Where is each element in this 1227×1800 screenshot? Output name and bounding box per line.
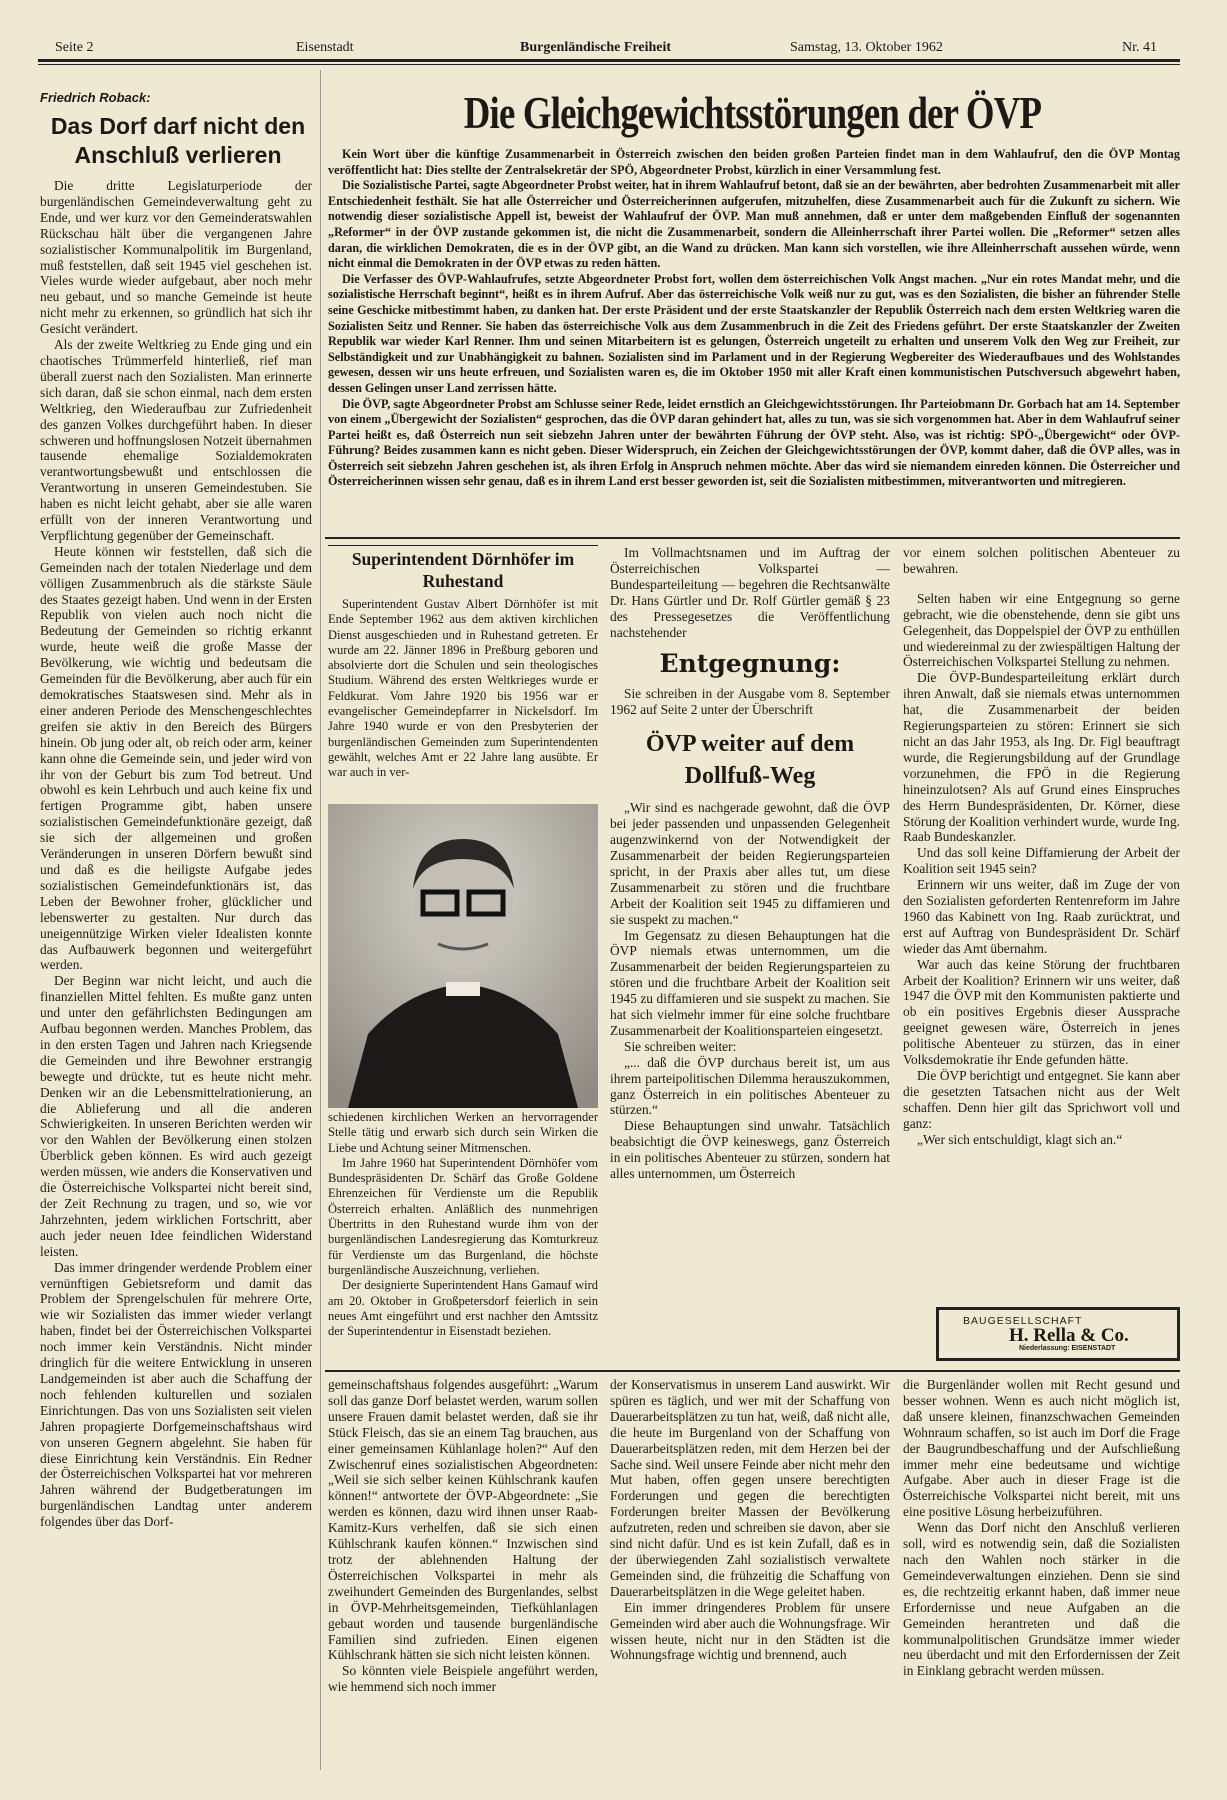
- column-divider: [320, 70, 321, 1770]
- portrait-image: [328, 804, 598, 1108]
- paragraph: Kein Wort über die künftige Zusammenarbeit in Österreich zwischen den beiden großen Parteien findet man in dem Wahlaufruf, den die ÖVP Montag veröffentlicht hat: Dies stellte der Zentralsekretär der SPÖ, Abgeordneter Probst, kürzlich in einer Versammlung fest.: [328, 147, 1180, 177]
- entgegnung-paragraphs: [610, 800, 890, 1182]
- article-continuation-3: [903, 1377, 1180, 1769]
- portrait-photo: [328, 804, 598, 1108]
- article-continuation-2: [610, 1377, 890, 1769]
- paragraph: Der Beginn war nicht leicht, und auch die finanziellen Mittel fehlten. Es mußte ganz unten und unter den gefährlichsten Bedingungen am Aufbau begonnen werden. Manches Problem, das in den ersten Tagen und Jahren nach Kriegsende die Gemeinden und ihre Bewohner erstrangig bewegte und drückte, tut es heute nicht mehr. Denken wir an die Lebensmittelrationierung, an die Ablieferung und all die anderen Schwierigkeiten. In unseren Berichten werden wir vor den Wahlen der Bevölkerung einen stolzen Überblick geben können. Es wird auch gezeigt werden müssen, wie anders die Konservativen und die Österreichische Volkspartei nicht bereit sind, der Zeit Rechnung zu tragen, und so, wie vor Jahrzehnten, jedem wirklichen Fortschritt, aber auch jeder neuen Idee feindlichen Widerstand leisten.: [40, 973, 312, 1259]
- paragraph: Ein immer dringenderes Problem für unsere Gemeinden wird aber auch die Wohnungsfrage. Wir wissen heute, nicht nur in den Städten ist die Wohnungsfrage wichtig und brennend, auch: [610, 1599, 890, 1663]
- advertisement-rella: [936, 1307, 1180, 1361]
- issue-number: Nr. 41: [1122, 40, 1157, 55]
- newspaper-name: Burgenländische Freiheit: [520, 40, 672, 55]
- paragraph: die Burgenländer wollen mit Recht gesund und besser wohnen. Wenn es auch nicht möglich ist, daß unsere kleinen, finanzschwachen Gemeinden Wohnraum schaffen, so ist auch im Dorf die Frage der Baugrundbeschaffung und der Aufschließung immer mehr eine bedeutsame und wichtige Aufgabe. Aber auch in dieser Frage ist die Österreichische Volkspartei nicht bereit, mit uns eine positive Lösung herbeizuführen.: [903, 1377, 1180, 1520]
- article-title-dorf: Das Dorf darf nicht den Anschluß verlieren: [50, 113, 306, 168]
- article-body-oevp: [328, 147, 1180, 533]
- paragraph: „Wir sind es nachgerade gewohnt, daß die ÖVP bei jeder passenden und unpassenden Gelegenheit augenzwinkernd von der Notwendigkeit der Zusammenarbeit der beiden Regierungsparteien spricht, in der Praxis aber alles tut, um diese Zusammenarbeit zu stören und die fruchtbare Arbeit der Koalition seit 1945 zu diffamieren und sie suspekt zu machen.“: [610, 800, 890, 927]
- article-title-superintendent: Superintendent Dörnhöfer im Ruhestand: [351, 549, 575, 591]
- paragraph: Wenn das Dorf nicht den Anschluß verlieren soll, wird es notwendig sein, daß die Sozialisten nach den Wahlen noch stärker in die Gemeindeverwaltungen einziehen. Denn sie sind es, die rechtzeitig erkannt haben, daß immer neue Erfordernisse und neue Aufgaben an die Gemeinden herantreten und daß die kommunalpolitischen Grundsätze immer wieder neu überdacht und mit den Erfordernissen der Zeit in Einklang gebracht werden müssen.: [903, 1520, 1180, 1679]
- paragraph: Die dritte Legislaturperiode der burgenländischen Gemeindeverwaltung geht zu Ende, und wer kurz vor den Gemeinderatswahlen Rückschau hält über die vergangenen Jahre sozialistischer Kommunalpolitik im Burgenland, muß feststellen, daß seit 1945 viel geschehen ist. Vieles wurde wieder aufgebaut, aber noch mehr neu gebaut, und so manche Gemeinde ist heute nicht mehr zu erkennen, so gründlich hat sich ihr Gesicht verändert.: [40, 178, 312, 337]
- article-body-superintendent-cont: [328, 1110, 598, 1366]
- issue-date: Samstag, 13. Oktober 1962: [790, 40, 943, 55]
- paragraph: Die ÖVP berichtigt und entgegnet. Sie kann aber die gesetzten Tatsachen nicht aus der Welt schaffen. Denn hier gilt das Sprichwort voll und ganz:: [903, 1068, 1180, 1131]
- title-rule: [328, 545, 598, 546]
- paragraph: „Wer sich entschuldigt, klagt sich an.“: [917, 1131, 1123, 1147]
- ad-line-3: Niederlassung: EISENSTADT: [1019, 1345, 1116, 1352]
- paragraph: Diese Behauptungen sind unwahr. Tatsächlich beabsichtigt die ÖVP keineswegs, ganz Österreich in ein politisches Abenteuer zu stürzen, sondern hat alles unternommen, um Österreich: [610, 1118, 890, 1182]
- article-body-dorf: [40, 178, 312, 1770]
- paragraph: Die ÖVP-Bundesparteileitung erklärt durch ihren Anwalt, daß sie niemals etwas unternommen hat, die Zusammenarbeit der beiden Regierungsparteien zu stören: Erinnert sie sich nicht an das Jahr 1953, als Ing. Dr. Figl beauftragt wurde, die Regierungsbildung auf der Grundlage vorzunehmen, die FPÖ in die Regierung hineinzulotsen? Als auf Grund eines Einspruches des Herrn Bundespräsidenten, Dr. Körner, diese Störung der Koalition verhindert wurde, wurde Ing. Raab Bundeskanzler.: [903, 670, 1180, 845]
- ad-line-1: BAUGESELLSCHAFT: [963, 1315, 1083, 1327]
- paragraph: So könnten viele Beispiele angeführt werden, wie hemmend sich noch immer: [328, 1663, 598, 1695]
- paragraph: Und das soll keine Diffamierung der Arbeit der Koalition seit 1945 sein?: [903, 845, 1180, 877]
- location: Eisenstadt: [296, 40, 354, 55]
- paragraph: Die Verfasser des ÖVP-Wahlaufrufes, setzte Abgeordneter Probst fort, wollen dem österreichischen Volk Angst machen. „Nur ein rotes Mandat mehr, und die sozialistische Herrschaft beginnt“, heißt es in ihrem Aufruf. Aber das österreichische Volk weiß nur zu gut, was es den Sozialisten, die bisher an führender Stelle seine Geschicke mitbestimmt haben, zu danken hat. Der erste Präsident und der erste Staatskanzler der Republik Österreich nach dem ersten Weltkrieg waren die Sozialisten Seitz und Renner. Sie haben das österreichische Volk aus dem Zusammenbruch in die Zeit des Friedens geführt. Der erste Staatskanzler der Zweiten Republik war wieder Karl Renner. Ihm und seinen Mitarbeitern ist es gelungen, Österreich ungeteilt zu erhalten und unserem Volk den Weg zur Freiheit, zur Selbständigkeit und zur Unabhängigkeit zu bahnen. Sozialisten sind im Parlament und in der Regierung Wegbereiter des Wiederaufbaues und des Wohlstandes gewesen, dessen wir uns heute erfreuen, und Sozialisten waren es, die im Oktober 1950 mit aller Kraft einen kommunistischen Putschversuch abgewehrt haben, dessen Gelingen unser Land zerrissen hätte.: [328, 271, 1180, 395]
- paragraph: Der designierte Superintendent Hans Gamauf wird am 20. Oktober in Großpetersdorf feierlich in sein neues Amt eingeführt und erst nachher den Amtssitz der Superintendentur in Eisenstadt beziehen.: [328, 1278, 598, 1339]
- paragraph: Das immer dringender werdende Problem einer vernünftigen Gebietsreform und damit das Problem der Sprengelschulen für mehrere Orte, wie wir Sozialisten das immer wieder verlangt haben, findet bei der Österreichischen Volkspartei noch immer kein Verständnis. Nicht minder dringlich für die weitere Entwicklung in unseren Landgemeinden ist aber auch die Schaffung der noch fehlenden kulturellen und sozialen Einrichtungen. Das von uns Sozialisten seit vielen Jahren propagierte Dorfgemeinschaftshaus wird von unseren Gegnern abgelehnt. Sie haben für diese Einrichtung kein Verständnis. Ein Redner der Österreichischen Volkspartei hat vor mehreren Jahren während der Budgetberatungen im burgenländischen Landtag unter anderem folgendes über das Dorf-: [40, 1259, 312, 1530]
- paragraph: der Konservatismus in unserem Land auswirkt. Wir spüren es täglich, und wer mit der Schaffung von Dauerarbeitsplätzen zu tun hat, weiß, daß nicht alle, die heute im Burgenland von der Schaffung von Dauerarbeitsplätzen reden, mit dem Herzen bei der Sache sind. Weil unsere Feinde aber nicht mehr den Mut haben, offen gegen unsere berechtigten Forderungen und gegen die berechtigten Forderungen breiter Massen der Bevölkerung aufzutreten, reden und schreiben sie davon, aber sie sind nicht dafür. Und es ist kein Zufall, daß es in der überwiegenden Zahl sozialistisch verwaltete Gemeinden sind, die frühzeitig die Schaffung von Dauerarbeitsplätzen in die Wege geleitet haben.: [610, 1377, 890, 1599]
- main-headline-wrap: [325, 86, 1180, 139]
- paragraph: Selten haben wir eine Entgegnung so gerne gebracht, wie die obenstehende, denn sie gibt uns Gelegenheit, das Doppelspiel der ÖVP zu enthüllen und wiedereinmal zu der zwiespältigen Haltung der Österreichischen Volkspartei Stellung zu nehmen.: [903, 590, 1180, 670]
- main-headline: Die Gleichgewichtsstörungen der ÖVP: [463, 87, 1042, 138]
- article-continuation-1: [328, 1377, 598, 1769]
- entgegnung-title: Entgegnung:: [659, 649, 841, 679]
- paragraph: Superintendent Gustav Albert Dörnhöfer ist mit Ende September 1962 aus dem aktiven kirchlichen Dienst ausgeschieden und in Ruhestand getreten. Er wurde am 22. Jänner 1896 in Preßburg geboren und absolvierte dort die Schulen und sein theologisches Studium. Während des ersten Weltkrieges wurde er Feldkurat. Vom Jahre 1920 bis 1956 war er evangelischer Gemeindepfarrer in Nickelsdorf. Im Jahre 1940 wurde er von den Presbyterien der burgenländischen Gemeinden zum Superintendenten gewählt, welches Amt er 22 Jahre lang ausübte. Er war auch in ver-: [328, 597, 598, 780]
- article-entgegnung: [610, 545, 890, 1365]
- paragraph: Im Jahre 1960 hat Superintendent Dörnhöfer vom Bundespräsidenten Dr. Schärf das Große Goldene Ehrenzeichen für Verdienste um die Republik Österreich erhalten. Anläßlich des nunmehrigen Übertritts in den Ruhestand wurde ihm von der burgenländischen Landesregierung das Komturkreuz für Verdienste um das Burgenland, die höchste burgenländische Auszeichnung, verliehen.: [328, 1155, 598, 1277]
- paragraph: War auch das keine Störung der fruchtbaren Arbeit der Koalition? Erinnern wir uns weiter, daß 1947 die ÖVP mit den Kommunisten paktierte und ob ein positives Ergebnis dieser Aussprache geeignet gewesen wäre, Österreich in jenes politische Abenteuer zu stürzen, das in einer Volksdemokratie ihr Ende gefunden hätte.: [903, 956, 1180, 1068]
- paragraph: Sie schreiben in der Ausgabe vom 8. September 1962 auf Seite 2 unter der Überschrift: [610, 686, 890, 718]
- section-rule: [325, 537, 1180, 539]
- article-body-superintendent: [328, 597, 598, 803]
- paragraph: schiedenen kirchlichen Werken an hervorragender Stelle tätig und erwarb sich durch sein Wirken die Liebe und Achtung seiner Mitmenschen.: [328, 1110, 598, 1155]
- paragraph: „... daß die ÖVP durchaus bereit ist, um aus ihrem parteipolitischen Dilemma herauszukommen, ganz Österreich in ein politisches Abenteuer zu stürzen.“: [610, 1054, 890, 1118]
- paragraph: Die Sozialistische Partei, sagte Abgeordneter Probst weiter, hat in ihrem Wahlaufruf betont, daß sie an der bewährten, aber bedrohten Zusammenarbeit mit aller Entschiedenheit festhält. Sie hat alle Österreicher und Österreicherinnen aufgerufen, mitzuhelfen, diese Zusammenarbeit auch für die Zukunft zu sichern. Wie notwendig dieser sozialistische Appell ist, beweist der Wahlaufruf der ÖVP. Man muß annehmen, daß er unter dem maßgebenden Einfluß der sogenannten „Reformer“ in der ÖVP zustande gekommen ist, die nicht die Zusammenarbeit, sondern die Alleinherrschaft ihrer Partei wollen. Die „Reformer“ setzen alles daran, die wirklichen Demokraten, die es in der ÖVP gibt, an die Wand zu drücken. Man kann sich vorstellen, wie ihre Alleinherrschaft aussehen würde, wenn nicht einmal die Demokraten in der ÖVP etwas zu reden hätten.: [328, 178, 1180, 271]
- paragraph: vor einem solchen politischen Abenteuer zu bewahren.: [903, 545, 1180, 576]
- paragraph: Erinnern wir uns weiter, daß im Zuge der von den Sozialisten geforderten Rentenreform im Jahre 1960 das Kabinett von Ing. Raab zurücktrat, und erst auf Auftrag von Bundespräsident Dr. Schärf wieder das Amt übernahm.: [903, 877, 1180, 956]
- header-rule: [38, 59, 1180, 62]
- ad-company-name: H. Rella & Co.: [1009, 1325, 1129, 1346]
- entgegnung-subtitle: ÖVP weiter auf dem Dollfuß-Weg: [645, 731, 855, 790]
- header-rule-thin: [38, 64, 1180, 65]
- page-number: Seite 2: [55, 40, 94, 55]
- article-entgegnung-reply: [903, 545, 1180, 1305]
- paragraph: Als der zweite Weltkrieg zu Ende ging und ein chaotisches Trümmerfeld hinterließ, rief man überall zuerst nach den Sozialisten. Man erinnerte sich daran, daß sie schon einmal, nach dem ersten Weltkrieg, den Wiederaufbau zur Zufriedenheit des ganzen Volkes durchgeführt haben. In dieser schweren und hoffnungslosen Notzeit übernahmen tausende ehemalige Sozialdemokraten verantwortungsbewußt und entschlossen die Verantwortung in unseren Gemeindestuben. Sie haben es nicht leicht gehabt, aber sie alle waren erfüllt von der inneren Verantwortung und Verpflichtung gegenüber der Gemeinschaft.: [40, 337, 312, 543]
- paragraph: Im Vollmachtsnamen und im Auftrag der Österreichischen Volkspartei — Bundesparteileitung — begehren die Rechtsanwälte Dr. Hans Gürtler und Dr. Rolf Gürtler gemäß § 23 des Pressegesetzes die Veröffentlichung nachstehender: [610, 545, 890, 640]
- paragraph: Heute können wir feststellen, daß sich die Gemeinden nach der totalen Niederlage und dem völligen Zusammenbruch als die stärkste Säule des Staates gezeigt haben. Und wenn in der Ersten Republik von vielen auch noch nicht die Bedeutung der Gemeinden so richtig erkannt wurde, heute weiß die große Masse der Bevölkerung, wie wichtig und bedeutsam die Gemeinden für die Bevölkerung, aber auch für ein demokratisches Staatswesen sind. Mehr als in einer anderen Periode des Menschengeschlechtes greifen sie aktiv in den Bereich des Bürgers hinein. Ob jung oder alt, ob reich oder arm, keiner kann ohne die Gemeinde sein, und jeder wird von ihr von der Geburt bis zum Tod betreut. Und obwohl es kein Lehrbuch und auch keine fix und fertigen Programme gibt, haben unsere sozialistischen Gemeindefunktionäre gezeigt, daß sie sich der allgemeinen und großen Veränderungen in unseren Dörfern bewußt sind und daß es die heiligste Aufgabe jedes sozialistischen Gemeindefunktionärs ist, das Leben der Bewohner froher, glücklicher und lebenswerter zu gestalten. Nur durch das uneigennützige Wirken vieler Idealisten konnte das Aufbauwerk begonnen und weitergeführt werden.: [40, 543, 312, 973]
- author-byline: Friedrich Roback:: [40, 90, 151, 105]
- paragraph: Im Gegensatz zu diesen Behauptungen hat die ÖVP niemals etwas unternommen, um die Zusammenarbeit der beiden Regierungsparteien zu stören und die fruchtbare Arbeit der Koalition seit 1945 zu diffamieren und sie suspekt zu machen. Sie hat sich vielmehr immer für eine solche fruchtbare Zusammenarbeit der Koalitionsparteien eingesetzt.: [610, 927, 890, 1038]
- paragraph: gemeinschaftshaus folgendes ausgeführt: „Warum soll das ganze Dorf belastet werden, warum sollen unsere Frauen damit belastet werden, daß sie ihr Stück Fleisch, das sie an einem Tag brauchen, aus einer gemeinsamen Kühlanlage holen?“ Auf den Zwischenruf eines sozialistischen Abgeordneten: „Weil sie sich selber keinen Kühlschrank kaufen können!“ antwortete der ÖVP-Abgeordnete: „Sie werden es können, dazu wird ihnen unser Raab-Kamitz-Kurs verhelfen, daß sie sich einen Kühlschrank kaufen können.“ Inzwischen sind trotz der ablehnenden Haltung der Österreichischen Volkspartei in mehr als zweihundert Gemeinden des Burgenlandes, selbst in ÖVP-Mehrheitsgemeinden, Tiefkühlanlagen gebaut worden und tausende burgenländische Familien sind zufrieden. Einen eigenen Kühlschrank hätten sie sich nicht leisten können.: [328, 1377, 598, 1663]
- paragraph: Sie schreiben weiter:: [624, 1038, 737, 1054]
- section-rule-bottom: [325, 1370, 1180, 1372]
- paragraph: Die ÖVP, sagte Abgeordneter Probst am Schlusse seiner Rede, leidet ernstlich an Gleichgewichtsstörungen. Ihr Parteiobmann Dr. Gorbach hat am 14. September von einem „Übergewicht der Sozialisten“ gesprochen, das die ÖVP daran gehindert hat, alles zu tun, was sie sich vorgenommen hat. Aber in dem Wahlaufruf seiner Partei heißt es, daß Österreich nun seit siebzehn Jahren unter der bewährten Führung der ÖVP steht. Also, was ist richtig: SPÖ-„Übergewicht“ oder ÖVP-Führung? Beides zusammen kann es nicht geben. Dieser Widerspruch, ein Zeichen der Gleichgewichtsstörungen der ÖVP, kommt daher, daß die ÖVP alles, was in Österreich seit siebzehn Jahren geschehen ist, als ihren Erfolg in Anspruch nehmen möchte. Aber das wird sie niemandem einreden können. Die Österreicher und Österreicherinnen wissen sehr genau, daß es in ihrem Land erst besser geworden ist, seit die Sozialisten mitbestimmen, mitverantworten und mitregieren.: [328, 396, 1180, 489]
